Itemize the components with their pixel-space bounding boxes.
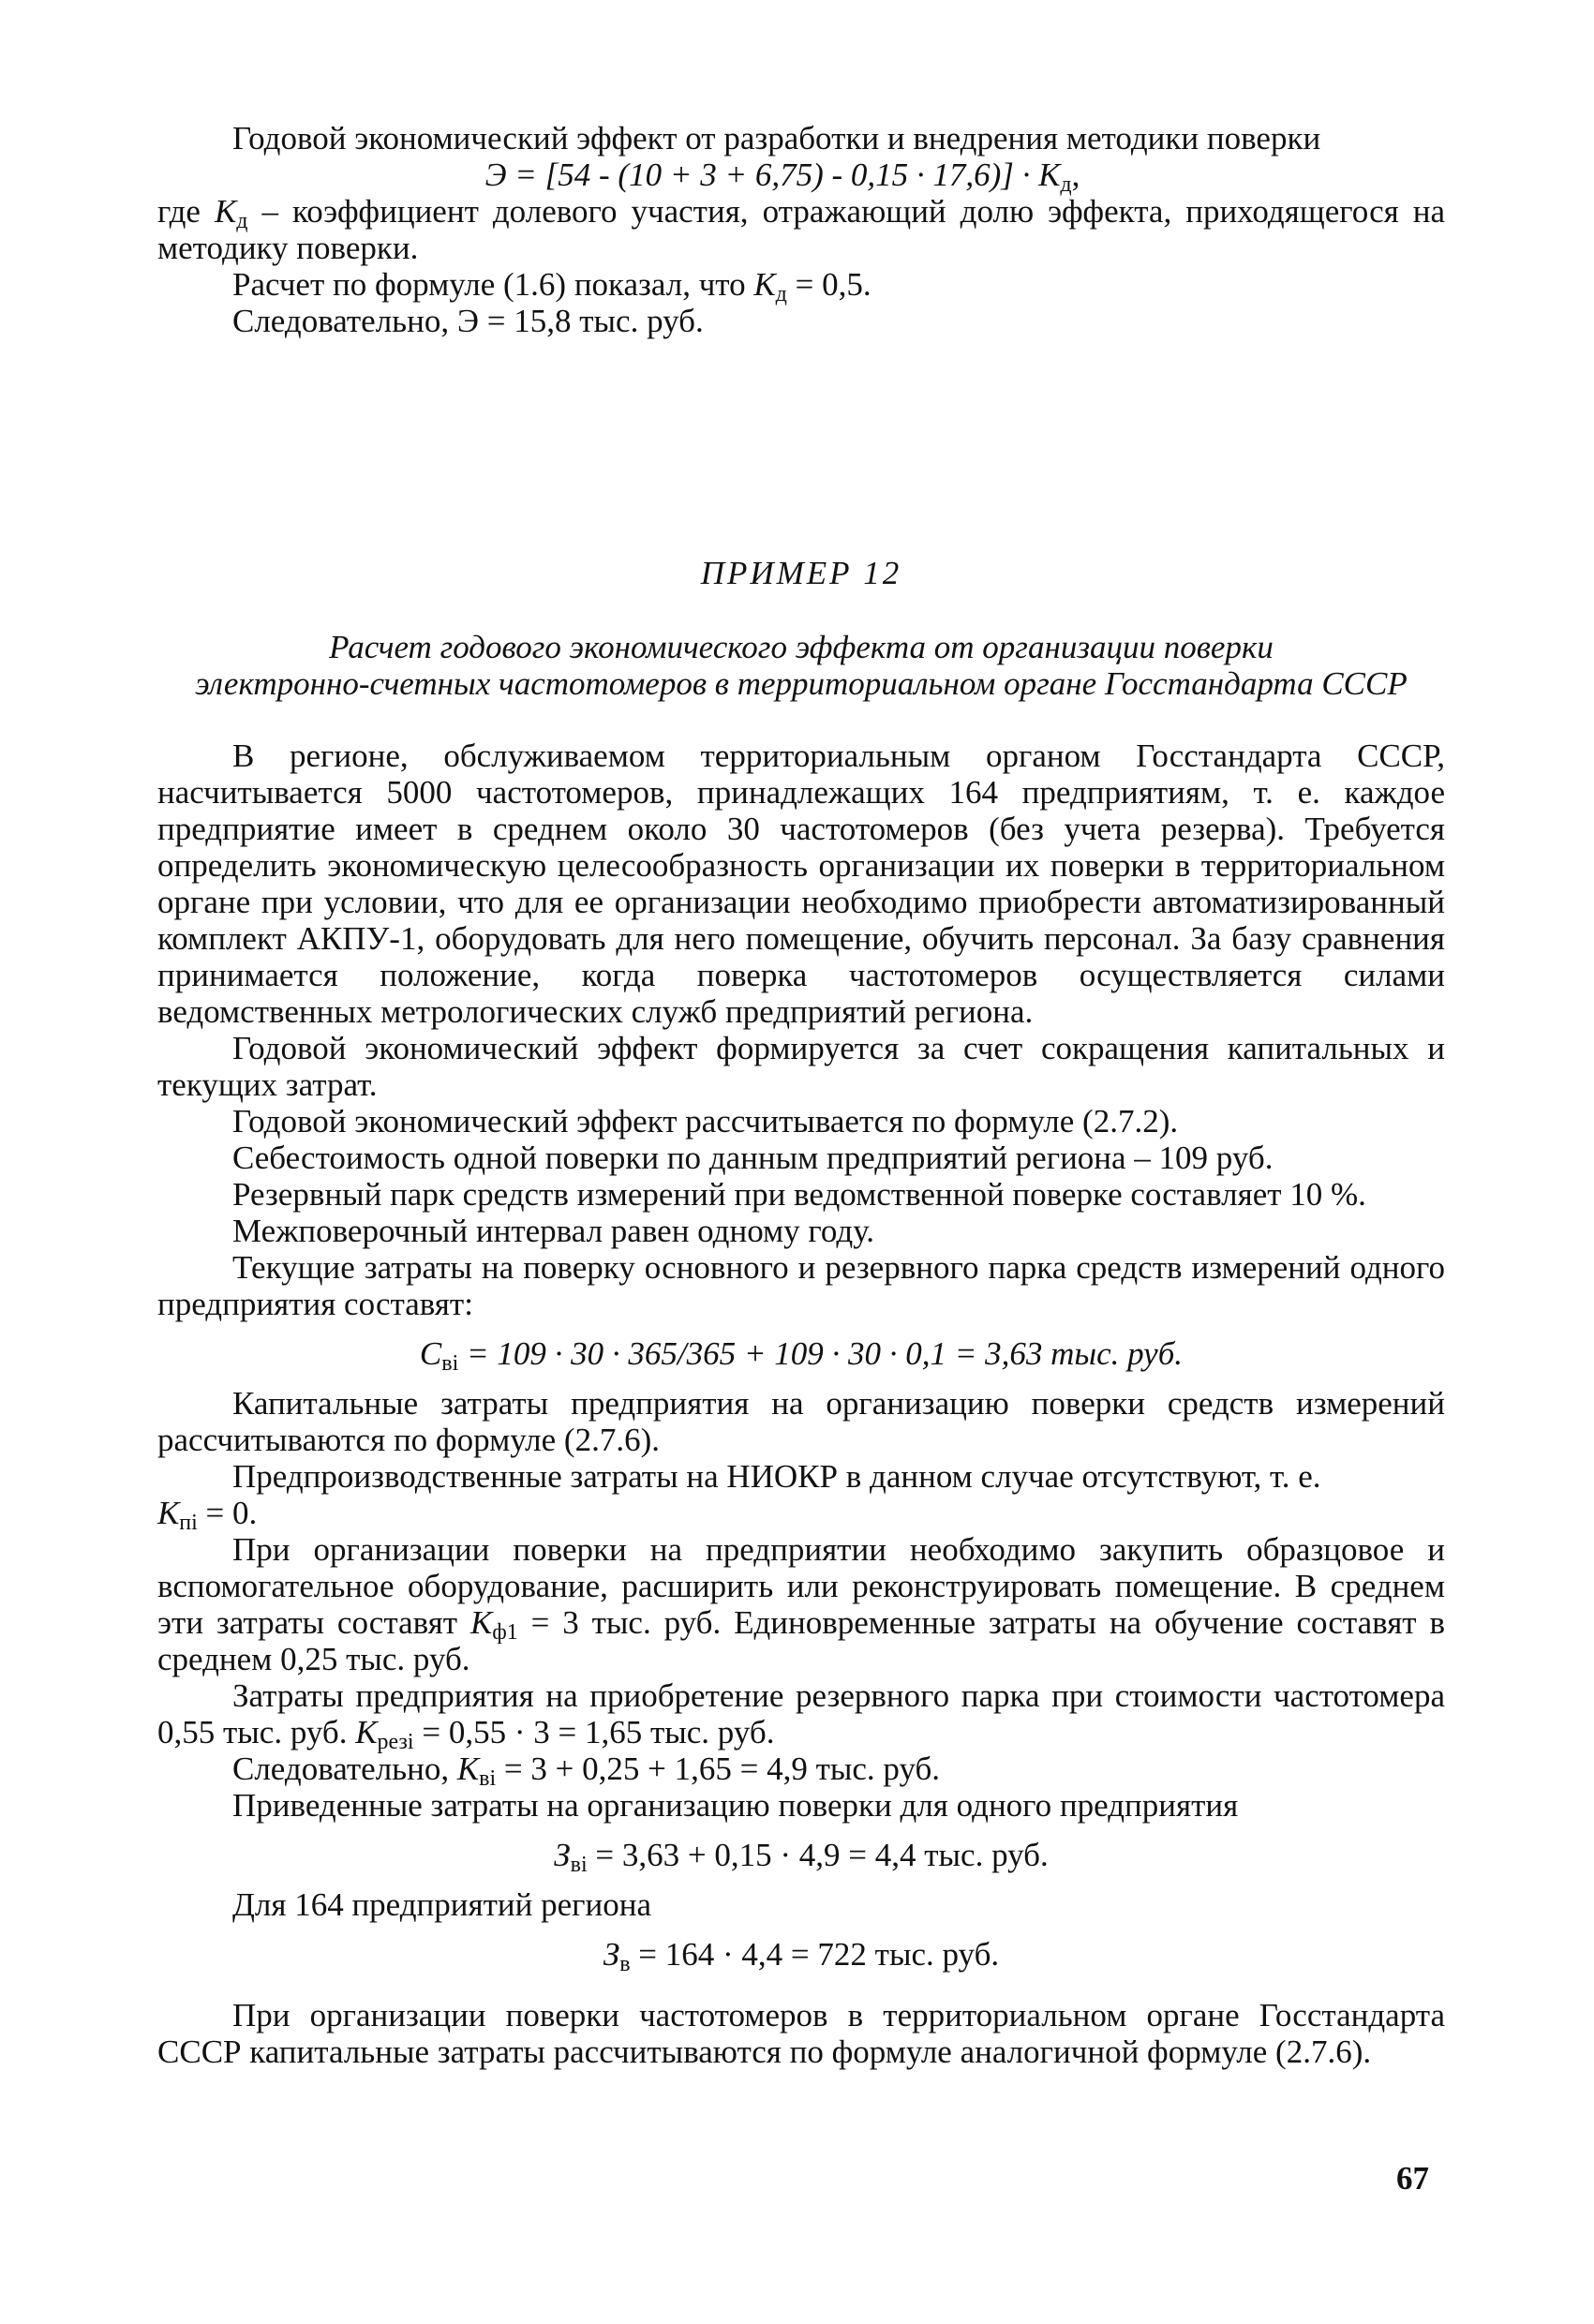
kres-subscript: резi: [377, 1730, 414, 1754]
effect-formula: [157, 156, 1445, 197]
calc-prefix: Расчет по формуле (1.6) показал, что: [232, 266, 754, 303]
reduced-costs-expression: = 3,63 + 0,15 · 4,9 = 4,4 тыс. руб.: [587, 1837, 1049, 1873]
rnd-value: [157, 1495, 1445, 1535]
example-title: ПРИМЕР 12: [700, 555, 902, 591]
equipment-suffix: = 3 тыс. руб. Единовременные затраты на обучение составят в среднем 0,25 тыс. руб.: [157, 1604, 1445, 1677]
calc-suffix: = 0,5.: [786, 266, 871, 303]
kf-subscript: ф1: [492, 1620, 518, 1645]
paragraph-cost: Себестоимость одной поверки по данным предприятий региона – 109 руб.: [232, 1140, 1274, 1176]
paragraph-capital-costs: Капитальные затраты предприятия на организацию поверки средств измерений рассчитываются по формуле (2.7.6).: [157, 1385, 1445, 1458]
therefore-suffix: = 3 + 0,25 + 1,65 = 4,9 тыс. руб.: [496, 1750, 941, 1787]
kp-subscript: пi: [179, 1511, 198, 1535]
current-costs-expression: = 109 · 30 · 365/365 + 109 · 30 · 0,1 = 3,63 тыс. руб.: [458, 1335, 1184, 1372]
paragraph-current-costs: Текущие затраты на поверку основного и резервного парка средств измерений одного предприятия составят:: [157, 1249, 1445, 1322]
page-number: 67: [1396, 2160, 1429, 2197]
example-subtitle-line1: Расчет годового экономического эффекта от организации поверки: [329, 629, 1274, 665]
kp-value: = 0.: [197, 1495, 258, 1531]
z-subscript: вi: [570, 1853, 588, 1877]
k-symbol: К: [1038, 156, 1061, 193]
paragraph-effect-formation: Годовой экономический эффект формируется за счет сокращения капитальных и текущих затрат.: [157, 1030, 1445, 1103]
c-subscript: вi: [441, 1351, 459, 1376]
current-costs-formula: [157, 1335, 1445, 1376]
k-subscript: д: [1060, 172, 1072, 197]
effect-formula-main: Э = [54 - (10 + 3 + 6,75) - 0,15 · 17,6)] ·: [484, 156, 1039, 193]
kp-symbol: К: [157, 1495, 180, 1531]
paragraph-reduced-costs: Приведенные затраты на организацию поверки для одного предприятия: [232, 1787, 1239, 1824]
region-total-formula: [157, 1936, 1445, 1976]
where-prefix: где: [157, 193, 215, 230]
where-suffix: – коэффициент долевого участия, отражающий долю эффекта, приходящегося на методику поверки.: [157, 193, 1445, 266]
paragraph-reserve-park: [157, 1677, 1445, 1754]
paragraph-region-total: Для 164 предприятий региона: [232, 1886, 652, 1923]
kres-symbol: К: [355, 1714, 378, 1750]
intro-text: Годовой экономический эффект от разработки и внедрения методики поверки: [232, 120, 1321, 156]
kv-symbol: К: [456, 1750, 480, 1787]
reduced-costs-formula: [157, 1837, 1445, 1877]
calc-k-subscript: д: [775, 282, 787, 306]
paragraph-therefore: [157, 1750, 1445, 1791]
reserve-park-suffix: = 0,55 · 3 = 1,65 тыс. руб.: [413, 1714, 775, 1750]
c-symbol: С: [419, 1335, 442, 1372]
equipment-prefix: При организации поверки на предприятии необходимо закупить образцовое и вспомогательное оборудование, расширить или реконструировать помещение. В среднем эти затраты составят: [157, 1531, 1445, 1641]
kf-symbol: К: [469, 1604, 493, 1641]
paragraph-interval: Межповерочный интервал равен одному году.: [232, 1213, 874, 1249]
z-symbol: З: [554, 1837, 571, 1873]
paragraph-effect-formula: Годовой экономический эффект рассчитывается по формуле (2.7.2).: [232, 1103, 1179, 1140]
effect-formula-tail: ,: [1071, 156, 1080, 193]
calc-k-symbol: К: [753, 266, 776, 303]
where-k-subscript: д: [236, 209, 248, 233]
region-total-expression: = 164 · 4,4 = 722 тыс. руб.: [630, 1936, 1000, 1973]
therefore-prefix: Следовательно,: [232, 1750, 457, 1787]
where-k-symbol: К: [214, 193, 237, 230]
paragraph-equipment: [157, 1531, 1445, 1677]
paragraph-territorial: При организации поверки частотомеров в территориальном органе Госстандарта СССР капитальные затраты рассчитываются по формуле аналогичной формуле (2.7.6).: [157, 1997, 1445, 2070]
paragraph-region: В регионе, обслуживаемом территориальным органом Госстандарта СССР, насчитывается 5000 частотомеров, принадлежащих 164 предприятиям, т. е. каждое предприятие имеет в среднем около 30 частотомеров (без учета резерва). Требуется определить экономическую целесообразность организации их поверки в территориальном органе при условии, что для ее организации необходимо приобрести автоматизированный комплект АКПУ-1, оборудовать для него помещение, обучить персонал. За базу сравнения принимается положение, когда поверка частотомеров осуществляется силами ведомственных метрологических служб предприятий региона.: [157, 737, 1445, 1030]
example-subtitle-line2: электронно-счетных частотомеров в территориальном органе Госстандарта СССР: [195, 665, 1408, 702]
zv-subscript: в: [619, 1952, 631, 1976]
conclusion-text: Следовательно, Э = 15,8 тыс. руб.: [232, 303, 704, 339]
calc-text: [157, 266, 1445, 306]
zv-symbol: З: [603, 1936, 620, 1973]
reserve-park-prefix: Затраты предприятия на приобретение резервного парка при стоимости частотомера 0,55 тыс. руб.: [157, 1677, 1445, 1750]
where-text: [157, 193, 1445, 266]
kv-subscript: вi: [479, 1766, 497, 1791]
paragraph-rnd: Предпроизводственные затраты на НИОКР в данном случае отсутствуют, т. е.: [232, 1458, 1321, 1495]
paragraph-reserve: Резервный парк средств измерений при ведомственной поверке составляет 10 %.: [232, 1176, 1366, 1213]
page-content: [157, 120, 1445, 2070]
